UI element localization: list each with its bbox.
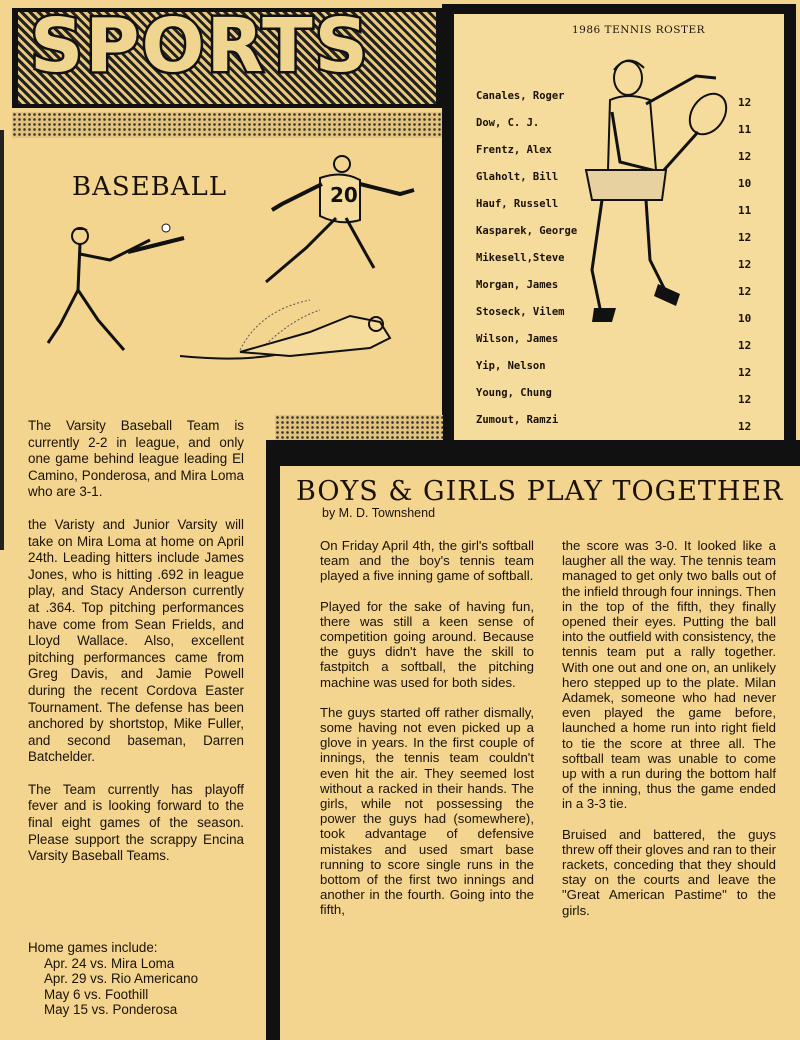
baseball-article (28, 418, 244, 881)
masthead-title: SPORTS (30, 3, 370, 89)
roster-player-grade: 12 (738, 420, 752, 433)
roster-player-name: Stoseck, Vilem (476, 306, 565, 318)
roster-player-grade: 12 (738, 366, 752, 379)
home-game-item: Apr. 29 vs. Rio Americano (44, 971, 199, 986)
article-byline: by M. D. Townshend (322, 506, 436, 520)
roster-player-grade: 12 (738, 150, 752, 163)
roster-player-grade: 12 (738, 96, 752, 109)
roster-title: 1986 TENNIS ROSTER (572, 24, 706, 36)
jersey-number: 20 (330, 183, 358, 207)
slider-illustration (180, 290, 400, 365)
home-games-list (28, 940, 268, 1018)
roster-player-grade: 12 (738, 393, 752, 406)
roster-player-name: Wilson, James (476, 333, 559, 345)
batter-illustration (28, 220, 188, 365)
article-paragraph: the score was 3-0. It looked like a laugher all the way. The tennis team managed to get only two balls out of the infield through four innings. Then in the top of the fifth, they finally opened their eyes. Putting the ball into the outfield with consistency, the tennis team put a rally together. With one out and one on, an unlikely hero stepped up to the plate. Milan Adamek, someone who had never even played the game before, launched a home run into right field to tie the score at three all. The softball team was unable to come up with a run during the bottom half of the inning, thus the game ended in a 3-3 tie. (562, 538, 776, 812)
roster-player-grade: 11 (738, 123, 752, 136)
article-paragraph: Bruised and battered, the guys threw off their gloves and ran to their rackets, conceding that they should stay on the courts and leave the "Great American Pastime" to the girls. (562, 826, 776, 918)
pitcher-illustration (250, 150, 420, 295)
roster-player-name: Young, Chung (476, 387, 552, 399)
article-column-2 (562, 538, 776, 933)
halftone-band (12, 112, 442, 138)
roster-player-grade: 10 (738, 312, 752, 325)
home-games-label: Home games include: (28, 940, 158, 955)
roster-player-name: Dow, C. J. (476, 117, 540, 129)
article-headline: BOYS & GIRLS PLAY TOGETHER (296, 476, 784, 507)
roster-player-name: Frentz, Alex (476, 144, 552, 156)
article-frame-top (266, 440, 800, 466)
roster-player-name: Yip, Nelson (476, 360, 546, 372)
roster-player-grade: 12 (738, 258, 752, 271)
roster-player-name: Glaholt, Bill (476, 171, 559, 183)
roster-player-name: Mikesell,Steve (476, 252, 565, 264)
roster-player-grade: 12 (738, 285, 752, 298)
tennis-player-illustration (580, 52, 740, 332)
roster-player-grade: 12 (738, 231, 752, 244)
baseball-heading: BASEBALL (72, 172, 228, 202)
home-game-item: Apr. 24 vs. Mira Loma (44, 955, 175, 971)
baseball-paragraph: the Varisty and Junior Varsity will take on Mira Loma at home on April 24th. Leading hitters include James Jones, who is hitting .692 in league play, and Stacy Anderson currently at .364. Top pitching performances have come from Sean Frields, and Lloyd Wallace. Also, excellent pitching performances came from Greg Davis, and Jamie Powell during the recent Cordova Easter Tournament. The defense has been anchored by shortstop, Mike Fuller, and second baseman, Darren Batchelder. (28, 516, 244, 765)
roster-player-name: Zumout, Ramzi (476, 414, 559, 426)
roster-player-grade: 12 (738, 339, 752, 352)
article-frame-left (266, 440, 280, 1040)
article-column-1 (320, 538, 534, 933)
roster-player-grade: 11 (738, 204, 752, 217)
roster-player-name: Hauf, Russell (476, 198, 559, 210)
halftone-band (275, 415, 443, 441)
page-edge-rule (0, 130, 4, 550)
article-paragraph: Played for the sake of having fun, there was still a keen sense of competition going around. Because the guys didn't have the skill to fastpitch a softball, the pitching machine was used for both sides. (320, 598, 534, 690)
baseball-paragraph: The Team currently has playoff fever and is looking forward to the final eight games of the season. Please support the scrappy Encina Varsity Baseball Teams. (28, 781, 244, 864)
roster-player-name: Morgan, James (476, 279, 559, 291)
roster-player-name: Kasparek, George (476, 225, 578, 237)
roster-player-name: Canales, Roger (476, 90, 565, 102)
article-paragraph: The guys started off rather dismally, some having not even picked up a glove in years. In the first couple of innings, the tennis team couldn't even hit the air. They seemed lost without a racked in their hands. The girls, while not possessing the power the guys had (somewhere), took advantage of defensive mistakes and used smart base running to score single runs in the bottom of the first two innings and another in the fourth. Going into the fifth, (320, 704, 534, 918)
baseball-paragraph: The Varsity Baseball Team is currently 2-2 in league, and only one game behind league leading El Camino, Ponderosa, and Mira Loma who are 3-1. (28, 418, 244, 500)
article-paragraph: On Friday April 4th, the girl's softball team and the boy's tennis team played a five inning game of softball. (320, 538, 534, 584)
roster-player-grade: 10 (738, 177, 752, 190)
home-game-item: May 15 vs. Ponderosa (44, 1002, 178, 1017)
home-game-item: May 6 vs. Foothill (44, 986, 149, 1002)
